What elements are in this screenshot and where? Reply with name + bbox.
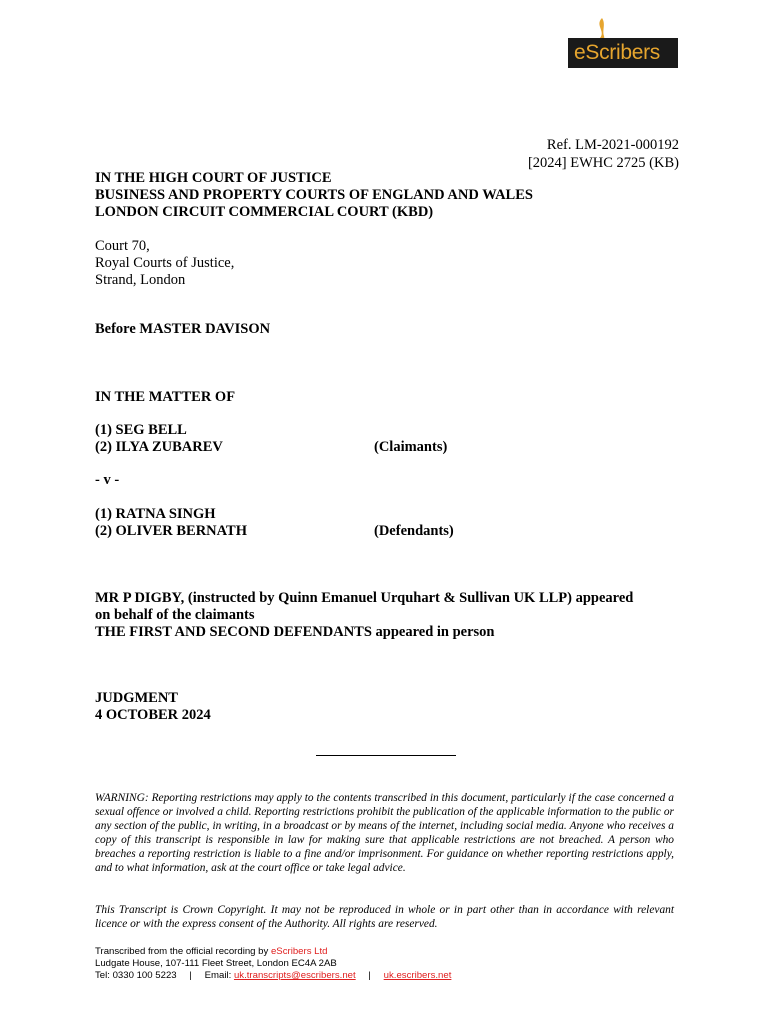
appearance-line-1: MR P DIGBY, (instructed by Quinn Emanuel Urquhart & Sullivan UK LLP) appeared <box>95 590 634 606</box>
escribers-logo <box>568 18 678 68</box>
court-line-2: BUSINESS AND PROPERTY COURTS OF ENGLAND AND WALES <box>95 187 533 203</box>
defendants-role: (Defendants) <box>374 523 454 539</box>
logo-letter-e: e <box>574 41 586 64</box>
case-reference <box>528 136 679 172</box>
court-heading <box>95 170 533 221</box>
logo-wordmark <box>574 39 660 67</box>
judgment-date: 4 OCTOBER 2024 <box>95 707 211 723</box>
footer-email-label: Email: <box>204 970 232 981</box>
footer-contact-line <box>95 970 451 982</box>
before-judge: Before MASTER DAVISON <box>95 321 271 337</box>
reporting-restrictions-warning: WARNING: Reporting restrictions may apply to the contents transcribed in this document, particularly if the case concerned a sexual offence or involved a child. Reporting restrictions prohibit the publication of the applicable information to the public or any section of the public, in writing, in a broadcast or by means of the internet, including social media. Anyone who receives a copy of this transcript is responsible in law for making sure that applicable restrictions are not breached. A person who breaches a reporting restriction is liable to a fine and/or imprisonment. For guidance on whether reporting restrictions apply, and to what information, ask at the court office or take legal advice. <box>95 792 674 874</box>
footer-telephone: Tel: 0330 100 5223 <box>95 970 177 981</box>
footer-separator-2: | <box>368 970 371 981</box>
footer-line-1 <box>95 946 451 958</box>
court-address <box>95 238 234 289</box>
claimant-1: (1) SEG BELL <box>95 422 187 438</box>
crown-copyright-notice: This Transcript is Crown Copyright. It may not be reproduced in whole or in part other than in accordance with relevant licence or with the express consent of the Authority. All rights are reserved. <box>95 904 674 930</box>
versus: - v - <box>95 472 120 488</box>
transcriber-footer <box>95 946 451 982</box>
appearance-line-2: on behalf of the claimants <box>95 607 255 623</box>
claimant-2: (2) ILYA ZUBAREV <box>95 439 223 455</box>
footer-address: Ludgate House, 107-111 Fleet Street, London EC4A 2AB <box>95 958 337 969</box>
logo-letters-scribers: Scribers <box>585 41 661 64</box>
judgment-heading <box>95 690 211 724</box>
address-line-2: Royal Courts of Justice, <box>95 255 235 271</box>
judgment-title: JUDGMENT <box>95 690 178 706</box>
divider-line <box>316 755 456 756</box>
footer-transcribed-prefix: Transcribed from the official recording by <box>95 946 271 957</box>
court-line-1: IN THE HIGH COURT OF JUSTICE <box>95 170 332 186</box>
in-the-matter-of: IN THE MATTER OF <box>95 389 236 405</box>
footer-email-link[interactable]: uk.transcripts@escribers.net <box>233 970 356 981</box>
footer-website-link[interactable]: uk.escribers.net <box>383 970 452 981</box>
reference-number: Ref. LM-2021-000192 <box>546 137 679 153</box>
claimants-role: (Claimants) <box>374 439 448 455</box>
court-line-3: LONDON CIRCUIT COMMERCIAL COURT (KBD) <box>95 204 434 220</box>
appearance-line-3: THE FIRST AND SECOND DEFENDANTS appeared in person <box>95 624 495 640</box>
appearances <box>95 590 685 641</box>
defendant-1: (1) RATNA SINGH <box>95 506 216 522</box>
neutral-citation: [2024] EWHC 2725 (KB) <box>527 155 679 171</box>
footer-company: eScribers Ltd <box>270 946 328 957</box>
defendant-2: (2) OLIVER BERNATH <box>95 523 247 539</box>
address-line-3: Strand, London <box>95 272 186 288</box>
address-line-1: Court 70, <box>95 238 150 254</box>
footer-separator-1: | <box>189 970 192 981</box>
